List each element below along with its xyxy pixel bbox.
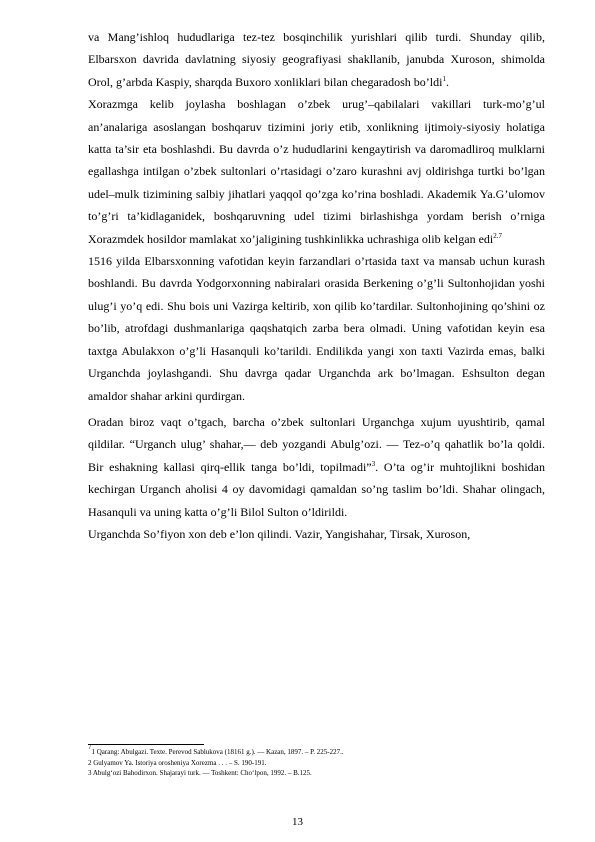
footnote-ref-2: 2.7 [493,231,502,240]
footnote-ref-3: 3 [371,459,376,468]
footnote-1 [88,743,545,758]
paragraph-1 [88,26,545,93]
footnote-1-marker: 7 [88,743,92,751]
footnote-ref-1: 1 [442,74,446,83]
paragraph-4-tail: . O’ta og’ir muhtojlikni boshidan kechirgan Urganch aholisi 4 oy davomidagi qamaldan so’ng taslim bo’ldi. Shahar olingach, Hasanquli va uning katta o’g’li Bilol Sulton o’ldirildi. [88,459,546,519]
footnote-1-text: 1 Qarang: Abulgazi. Texte. Perevod Sablukova (18161 g.). — Kazan, 1897. – P. 225-227.. [91,748,344,756]
footnote-separator [88,744,204,745]
footnote-2 [88,758,545,769]
paragraph-4 [88,411,545,523]
page-number: 13 [292,816,303,828]
paragraph-3-text: 1516 yilda Elbarsxonning vafotidan keyin farzandlari o’rtasida taxt va mansab uchun kurash boshlandi. Bu davrda Yodgorxonning nabiralari orasida Berkening o’g’li Sultonhojidan yoshi ulug’i yo’q edi. Shu bois uni Vazirga keltirib, xon qilib ko’tardilar. Sultonhojining qo’shini oz bo’lib, atrofdagi dushmanlariga qaqshatqich zarba bera olmadi. Uning vafotidan keyin esa taxtga Abulakxon o’g’li Hasanquli ko’tarildi. Endilikda yangi xon taxti Vazirda emas, balki Urganchda joylashgandi. Shu davrga qadar Urganchda ark bo’lmagan. Eshsulton degan amaldor shahar arkini qurdirgan. [88,254,545,403]
paragraph-1-text: va Mang’ishloq hududlariga tez-tez bosqinchilik yurishlari qilib turdi. Shunday qilib, Elbarsxon davrida davlatning siyosiy geografiyasi shakllanib, janubda Xuroson, shimolda Orol, g’arbda Kaspiy, sharqda Buxoro xonliklari bilan chegaradosh bo’ldi [88,30,545,89]
paragraph-2-text: Xorazmga kelib joylasha boshlagan o’zbek urug’–qabilalari vakillari turk-mo’g’ul an’analariga asoslangan boshqaruv tizimini joriy etib, xonlikning ijtimoiy-siyosiy holatiga katta ta’sir eta boshlashdi. Bu davrda o’z hududlarini kengaytirish va daromadliroq mulklarni egallashga intilgan o’zbek sultonlari o’rtasidagi o’zaro kurashni avj oldirishga turtki bo’lgan udel–mulk tizimining salbiy jihatlari yaqqol qo’zga ko’rina boshladi. Akademik Ya.G’ulomov to’g’ri ta’kidlaganidek, boshqaruvning udel tizimi birlashishga yordam berish o’rniga Xorazmdek hosildor mamlakat xo’jaligining tushkinlikka uchrashiga olib kelgan edi [88,97,545,246]
footnote-2-text: 2 Gulyamov Ya. Istoriya orosheniya Xorezma . . . – S. 190-191. [88,758,267,767]
paragraph-5-text: Urganchda So’fiyon xon deb e’lon qilindi. Vazir, Yangishahar, Tirsak, Xuroson, [88,526,471,541]
footnote-3-text: 3 Abulg‘ozi Bahodirxon. Shajarayi turk. — Toshkent: Cho‘lpon, 1992. – B.125. [88,769,312,777]
paragraph-4-text: Oradan biroz vaqt o’tgach, barcha o’zbek sultonlari Urganchga xujum uyushtirib, qamal qildilar. “Urganch ulug’ shahar,— deb yozgandi Abulg’ozi. — Tez-o’q qahatlik bo’la qoldi. Bir eshakning kallasi qirq-ellik tanga bo’ldi, topilmadi” [88,414,545,474]
paragraph-5 [88,523,545,545]
footnote-3 [88,768,545,779]
body-text [88,26,545,545]
paragraph-3 [88,250,545,407]
footnotes [88,743,545,779]
paragraph-2 [88,93,545,250]
paragraph-1-tail: . [445,74,449,89]
